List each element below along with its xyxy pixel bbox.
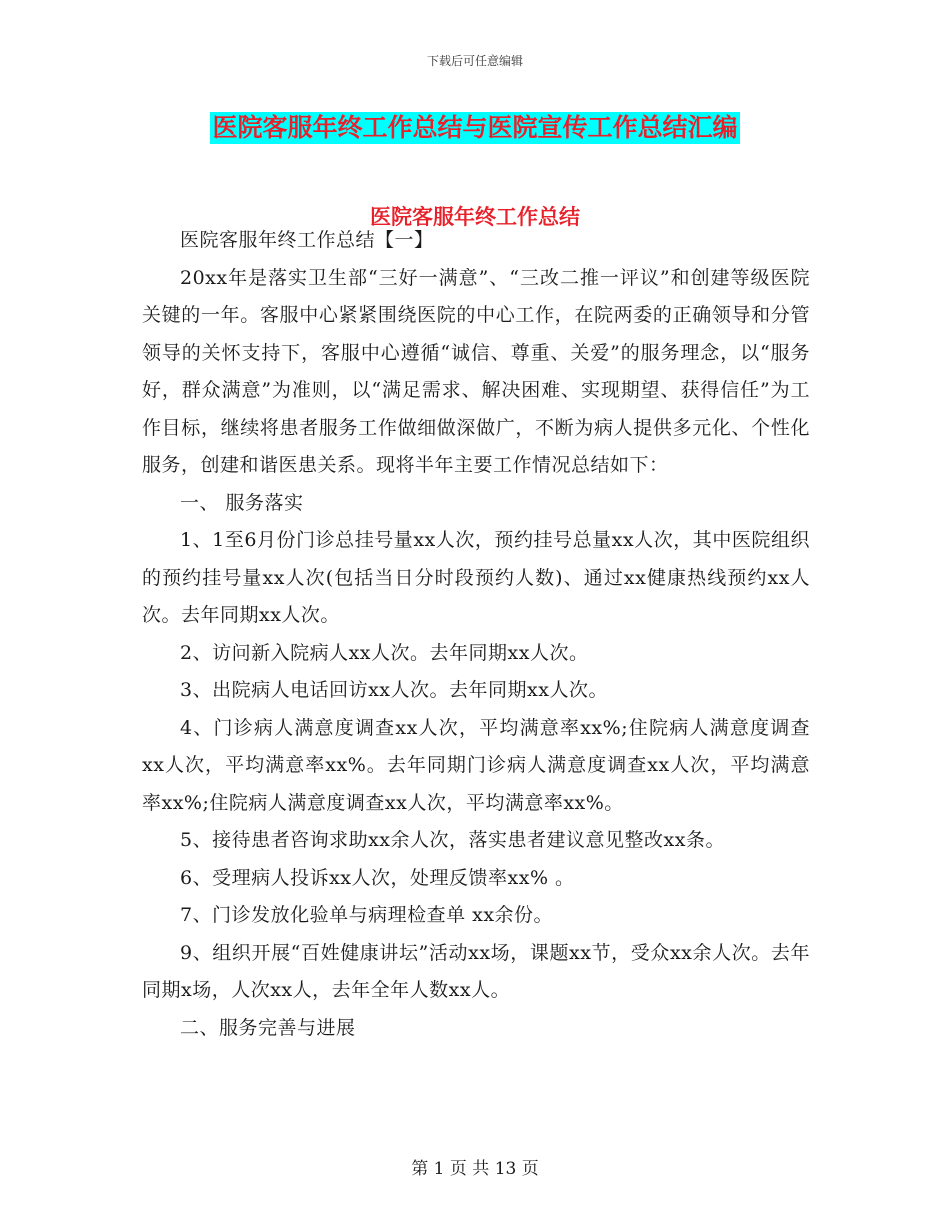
paragraph-item-5: 5、接待患者咨询求助xx余人次，落实患者建议意见整改xx条。	[180, 829, 725, 851]
paragraph-item-7: 7、门诊发放化验单与病理检查单 xx余份。	[180, 904, 554, 926]
body-text	[142, 222, 810, 1047]
header-note: 下载后可任意编辑	[426, 54, 523, 68]
paragraph-heading-1: 一、 服务落实	[180, 491, 304, 514]
paragraph-item-1: 1、1至6月份门诊总挂号量xx人次，预约挂号总量xx人次，其中医院组织的预约挂号量xx人次(包括当日分时段预约人数)、通过xx健康热线预约xx人次。去年同期xx人次。	[142, 529, 810, 626]
section-title: 医院客服年终工作总结	[370, 205, 580, 229]
paragraph-item-9: 9、组织开展“百姓健康讲坛”活动xx场，课题xx节，受众xx余人次。去年同期x场，人次xx人，去年全年人数xx人。	[142, 941, 810, 1001]
page-footer: 第 1 页 共 13 页	[411, 1159, 539, 1179]
document-title	[0, 112, 950, 144]
paragraph-item-6: 6、受理病人投诉xx人次，处理反馈率xx% 。	[180, 866, 575, 889]
paragraph-item-4: 4、门诊病人满意度调查xx人次，平均满意率xx%;住院病人满意度调查xx人次，平均满意率xx%。去年同期门诊病人满意度调查xx人次，平均满意率xx%;住院病人满意度调查xx人次，平均满意率xx%。	[142, 716, 810, 814]
paragraph-item-2: 2、访问新入院病人xx人次。去年同期xx人次。	[180, 641, 589, 664]
paragraph-heading-2: 二、服务完善与进展	[180, 1016, 356, 1039]
document-title-text: 医院客服年终工作总结与医院宣传工作总结汇编	[212, 113, 738, 142]
paragraph-subtitle: 医院客服年终工作总结【一】	[180, 229, 434, 251]
paragraph-intro: 20xx年是落实卫生部“三好一满意”、“三改二推一评议”和创建等级医院关键的一年。客服中心紧紧围绕医院的中心工作，在院两委的正确领导和分管领导的关怀支持下，客服中心遵循“诚信、尊重、关爱”的服务理念，以“服务好，群众满意”为准则，以“满足需求、解决困难、实现期望、获得信任”为工作目标，继续将患者服务工作做细做深做广，不断为病人提供多元化、个性化服务，创建和谐医患关系。现将半年主要工作情况总结如下：	[142, 266, 810, 476]
paragraph-item-3: 3、出院病人电话回访xx人次。去年同期xx人次。	[180, 679, 608, 701]
